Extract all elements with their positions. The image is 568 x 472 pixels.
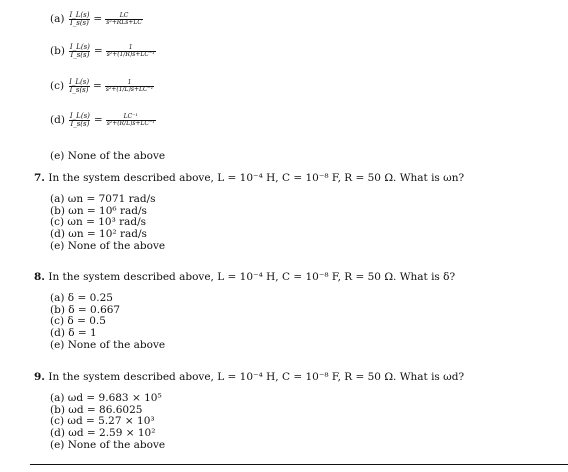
fraction-numerator: I_L(s) (69, 43, 90, 51)
question-stem: In the system described above, L = 10⁻⁴ H, C = 10⁻⁸ F, R = 50 Ω. What is δ? (48, 271, 456, 283)
q6-option-b (50, 44, 156, 60)
question-number: 7. (34, 172, 45, 184)
bottom-divider (30, 464, 568, 465)
rhs-fraction (106, 45, 156, 59)
fraction-numerator: 1 (128, 44, 133, 52)
q6-option-c (50, 79, 154, 95)
fraction-denominator: s²+(1/L)s+LC⁻¹ (105, 86, 154, 94)
option-b: (b) δ = 0.667 (50, 303, 121, 316)
option-label: (c) (50, 80, 65, 93)
q6-option-d (50, 113, 156, 129)
fraction-denominator: I_s(s) (69, 19, 89, 28)
option-label: (b) (50, 45, 65, 58)
lhs-fraction (68, 12, 90, 28)
option-d: (d) ωd = 2.59 × 10² (50, 427, 156, 440)
question-9 (34, 371, 464, 384)
question-7 (34, 172, 464, 185)
fraction-numerator: LC (119, 12, 129, 20)
option-a: (a) ωn = 7071 rad/s (50, 193, 156, 205)
fraction-denominator: I_s(s) (70, 51, 90, 60)
q6-option-e (50, 150, 165, 163)
question-number: 9. (34, 371, 45, 383)
lhs-fraction (68, 79, 90, 95)
option-label: (d) (50, 114, 65, 127)
q6-option-a (50, 12, 143, 28)
lhs-fraction (69, 44, 91, 60)
fraction-numerator: 1 (127, 79, 132, 87)
fraction-numerator: I_L(s) (69, 112, 90, 120)
option-label: (a) (50, 13, 65, 26)
question-9-options (50, 393, 165, 452)
question-number: 8. (34, 271, 45, 283)
fraction-denominator: I_s(s) (69, 86, 89, 95)
option-c: (c) δ = 0.5 (50, 315, 106, 328)
option-e: (e) None of the above (50, 438, 166, 451)
option-e: (e) None of the above (50, 338, 166, 351)
rhs-fraction (106, 114, 156, 128)
question-8-options (50, 293, 165, 352)
option-c: (c) ωn = 10³ rad/s (50, 216, 147, 229)
equals-sign: = (93, 13, 103, 26)
fraction-denominator: s²+(R/L)s+LC⁻¹ (106, 120, 155, 128)
rhs-fraction (105, 13, 143, 27)
fraction-denominator: s²+(1/R)s+LC⁻¹ (106, 51, 155, 59)
lhs-fraction (69, 113, 91, 129)
question-stem: In the system described above, L = 10⁻⁴ H, C = 10⁻⁸ F, R = 50 Ω. What is ωd? (48, 371, 465, 383)
equals-sign: = (93, 80, 102, 93)
option-b: (b) ωd = 86.6025 (50, 403, 143, 416)
option-d: (d) δ = 1 (50, 327, 97, 340)
option-c: (c) ωd = 5.27 × 10³ (50, 415, 155, 428)
option-label: (e) (50, 150, 65, 162)
option-d: (d) ωn = 10² rad/s (50, 228, 147, 241)
option-a: (a) δ = 0.25 (50, 292, 113, 304)
fraction-denominator: s²+RLs+LC (106, 19, 142, 27)
option-text: None of the above (67, 150, 166, 162)
rhs-fraction (105, 80, 154, 94)
fraction-numerator: I_L(s) (69, 11, 90, 19)
fraction-numerator: I_L(s) (69, 78, 90, 86)
question-stem: In the system described above, L = 10⁻⁴ H, C = 10⁻⁸ F, R = 50 Ω. What is ωn? (48, 172, 465, 184)
equals-sign: = (93, 114, 103, 127)
option-b: (b) ωn = 10⁶ rad/s (50, 204, 147, 217)
question-7-options (50, 194, 165, 253)
fraction-numerator: LC⁻¹ (123, 113, 138, 121)
fraction-denominator: I_s(s) (70, 120, 90, 129)
equals-sign: = (93, 45, 103, 58)
question-8 (34, 271, 455, 284)
option-a: (a) ωd = 9.683 × 10⁵ (50, 392, 162, 404)
option-e: (e) None of the above (50, 239, 166, 252)
